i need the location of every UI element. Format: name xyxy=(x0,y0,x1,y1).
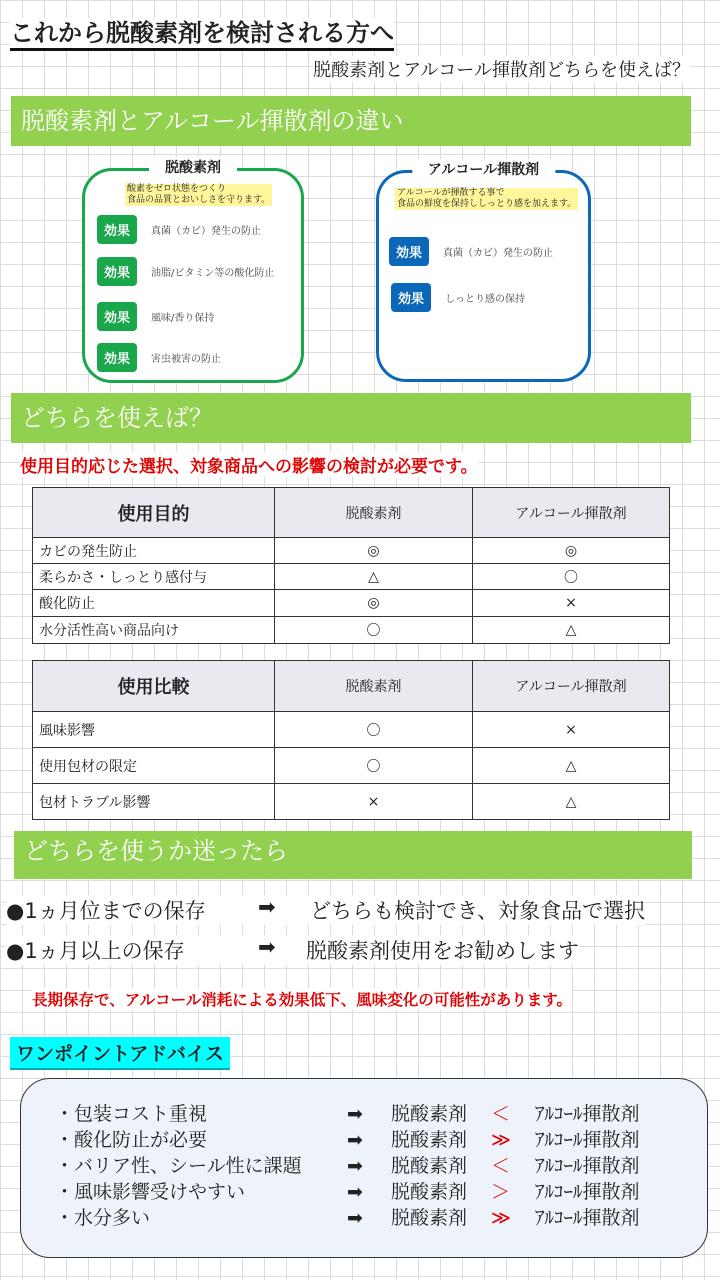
advice-left: 脱酸素剤 xyxy=(391,1207,468,1229)
warning-text: 長期保存で、アルコール消耗による効果低下、風味変化の可能性があります。 xyxy=(32,988,572,1010)
card-note: アルコールが揮散する事で 食品の鮮度を保持ししっとり感を加えます。 xyxy=(397,188,577,209)
advice-title: ワンポイントアドバイス xyxy=(10,1037,230,1070)
effect-item: 効果 しっとり感の保持 xyxy=(391,283,525,312)
advice-right: ｱﾙｺｰﾙ揮散剤 xyxy=(535,1129,640,1151)
table-row: 柔らかさ・しっとり感付与 △ 〇 xyxy=(33,564,670,590)
effect-badge: 効果 xyxy=(391,283,431,312)
effect-item: 効果 害虫被害の防止 xyxy=(97,343,221,372)
effect-badge: 効果 xyxy=(97,302,137,331)
advice-row xyxy=(55,1153,640,1179)
advice-right: ｱﾙｺｰﾙ揮散剤 xyxy=(535,1181,640,1203)
comparison-symbol: ＜ xyxy=(491,1103,511,1125)
comparison-symbol: ＞ xyxy=(491,1181,511,1203)
card-title: 脱酸素剤 xyxy=(149,157,237,177)
arrow-icon: ➡ xyxy=(347,1207,363,1229)
effect-item: 効果 真菌（カビ）発生の防止 xyxy=(97,215,261,244)
comparison-symbol: ≫ xyxy=(491,1129,511,1151)
advice-right: ｱﾙｺｰﾙ揮散剤 xyxy=(535,1103,640,1125)
advice-left: 脱酸素剤 xyxy=(391,1155,468,1177)
table-row: 酸化防止 ◎ × xyxy=(33,590,670,617)
page-subtitle: 脱酸素剤とアルコール揮散剤どちらを使えば？ xyxy=(313,56,690,82)
effect-badge: 効果 xyxy=(97,257,137,286)
section-heading-undecided: どちらを使うか迷ったら xyxy=(14,831,692,879)
comparison-symbol: ≫ xyxy=(491,1207,511,1229)
advice-item: ・水分多い xyxy=(55,1207,151,1229)
effect-item: 効果 真菌（カビ）発生の防止 xyxy=(389,237,553,266)
page-title: これから脱酸素剤を検討される方へ xyxy=(10,18,394,51)
card-oxygen-absorber xyxy=(82,160,304,383)
table-row: 使用包材の限定 〇 △ xyxy=(33,748,670,784)
lead-text: 使用目的応じた選択、対象商品への影響の検討が必要です。 xyxy=(20,452,478,477)
table-row: 包材トラブル影響 × △ xyxy=(33,784,670,820)
card-note: 酸素をゼロ状態をつくり 食品の品質とおいしさを守ります。 xyxy=(127,184,271,205)
section-heading-which: どちらを使えば？ xyxy=(11,393,691,443)
arrow-icon: ➡ xyxy=(347,1103,363,1125)
card-title: アルコール揮散剤 xyxy=(412,159,555,179)
advice-row xyxy=(55,1127,640,1153)
advice-row xyxy=(55,1205,640,1231)
advice-row xyxy=(55,1179,640,1205)
bullet-item: ●1ヵ月以上の保存 ➡ 脱酸素剤使用をお勧めします xyxy=(6,935,579,963)
advice-row xyxy=(55,1101,640,1127)
arrow-icon: ➡ xyxy=(347,1181,363,1203)
effect-badge: 効果 xyxy=(97,343,137,372)
purpose-table: 使用目的 脱酸素剤 アルコール揮散剤 カビの発生防止 ◎ ◎ 柔らかさ・しっとり感付与 △ 〇 酸化防止 ◎ × 水分活性高い商品向け 〇 △ xyxy=(32,487,670,644)
table-row: 水分活性高い商品向け 〇 △ xyxy=(33,617,670,644)
advice-right: ｱﾙｺｰﾙ揮散剤 xyxy=(535,1207,640,1229)
advice-left: 脱酸素剤 xyxy=(391,1181,468,1203)
table-row: カビの発生防止 ◎ ◎ xyxy=(33,538,670,564)
table-row: 風味影響 〇 × xyxy=(33,712,670,748)
arrow-icon: ➡ xyxy=(258,935,276,959)
advice-left: 脱酸素剤 xyxy=(391,1129,468,1151)
comparison-table: 使用比較 脱酸素剤 アルコール揮散剤 風味影響 〇 × 使用包材の限定 〇 △ 包材トラブル影響 × △ xyxy=(32,660,670,820)
advice-right: ｱﾙｺｰﾙ揮散剤 xyxy=(535,1155,640,1177)
effect-item: 効果 風味/香り保持 xyxy=(97,302,214,331)
card-alcohol-volatilizer xyxy=(376,162,591,382)
effect-badge: 効果 xyxy=(389,237,429,266)
bullet-item: ●1ヵ月位までの保存 ➡ どちらも検討でき、対象食品で選択 xyxy=(6,895,646,923)
effect-item: 効果 油脂/ビタミン等の酸化防止 xyxy=(97,257,274,286)
advice-item: ・バリア性、シール性に課題 xyxy=(55,1155,302,1177)
advice-item: ・風味影響受けやすい xyxy=(55,1181,246,1203)
comparison-symbol: ＜ xyxy=(491,1155,511,1177)
advice-item: ・包装コスト重視 xyxy=(55,1103,208,1125)
effect-badge: 効果 xyxy=(97,215,137,244)
arrow-icon: ➡ xyxy=(347,1129,363,1151)
advice-item: ・酸化防止が必要 xyxy=(55,1129,208,1151)
arrow-icon: ➡ xyxy=(347,1155,363,1177)
section-heading-differences: 脱酸素剤とアルコール揮散剤の違い xyxy=(11,96,691,146)
advice-left: 脱酸素剤 xyxy=(391,1103,468,1125)
arrow-icon: ➡ xyxy=(258,895,276,919)
